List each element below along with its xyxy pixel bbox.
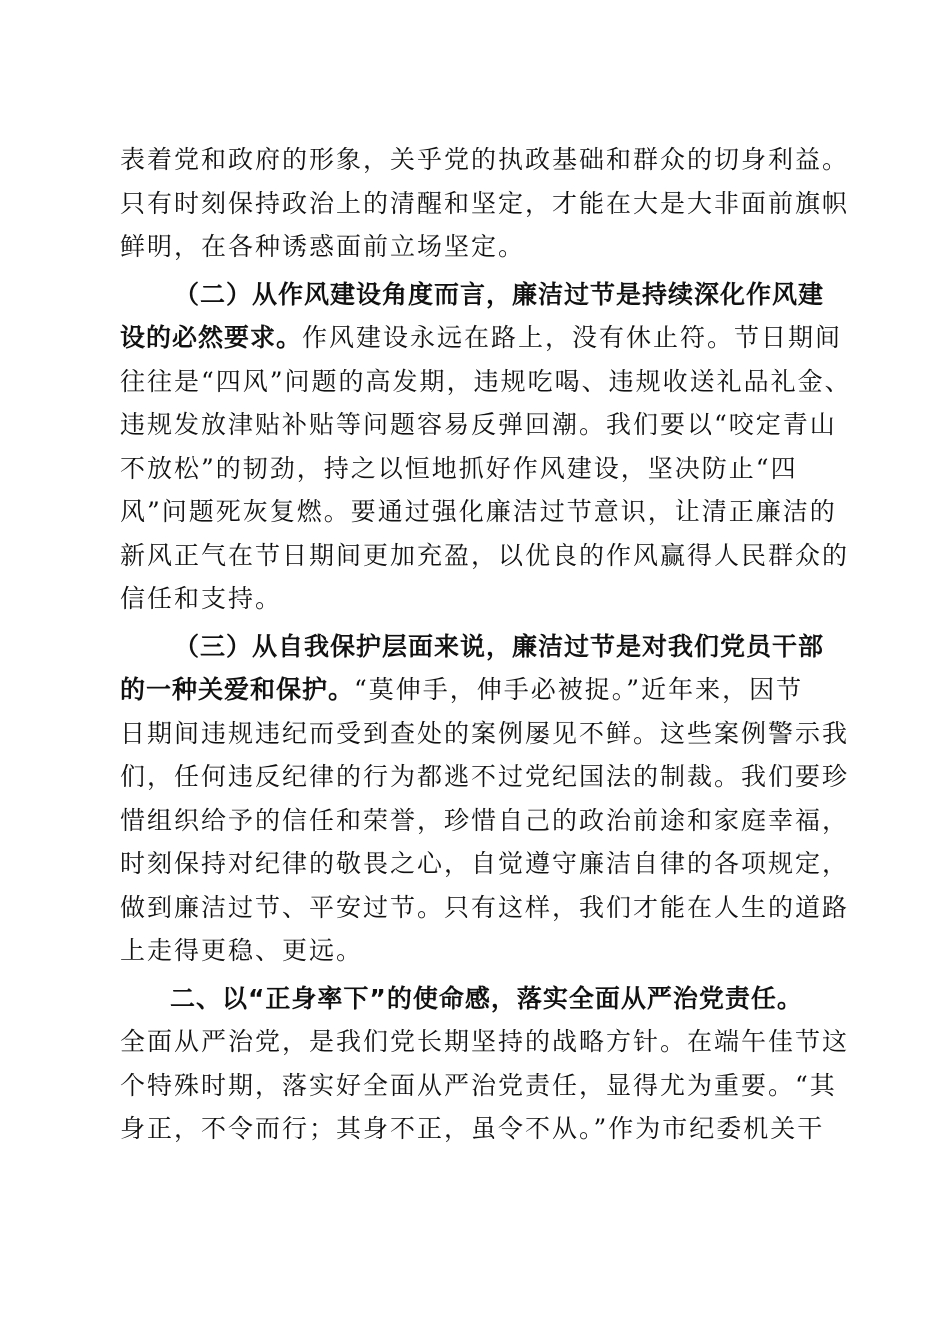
section-heading-2: （二）从作风建设角度而言，廉洁过节是持续深化作风建 <box>174 279 825 309</box>
text-line: 上走得更稳、更远。 <box>120 936 364 965</box>
text-line: 往往是“四风”问题的高发期，违规吃喝、违规收送礼品礼金、 <box>120 366 852 396</box>
section-heading-2-cont: 设的必然要求。 <box>120 323 303 352</box>
text-line: 信任和支持。 <box>120 584 283 613</box>
paragraph-3 <box>120 625 850 973</box>
text-line <box>120 668 840 712</box>
text-line: 表着党和政府的形象，关乎党的执政基础和群众的切身利益。 <box>120 145 850 174</box>
text-line: 鲜明，在各种诱惑面前立场坚定。 <box>120 232 526 261</box>
text-span: “莫伸手，伸手必被捉。”近年来，因节 <box>354 675 804 704</box>
section-heading-3-cont: 的一种关爱和保护。 <box>120 675 355 704</box>
text-line: 全面从严治党，是我们党长期坚持的战略方针。在端午佳节这 <box>120 1027 850 1056</box>
text-line: 只有时刻保持政治上的清醒和坚定，才能在大是大非面前旗帜 <box>120 188 850 218</box>
text-line: 违规发放津贴补贴等问题容易反弹回潮。我们要以“咬定青山 <box>120 410 837 439</box>
text-span: 作风建设永远在路上，没有休止符。节日期间 <box>302 323 843 352</box>
text-line: 时刻保持对纪律的敬畏之心，自觉遵守廉洁自律的各项规定， <box>120 849 850 878</box>
text-line <box>120 316 843 360</box>
section-heading-3: （三）从自我保护层面来说，廉洁过节是对我们党员干部 <box>174 631 825 661</box>
text-line: 惜组织给予的信任和荣誉，珍惜自己的政治前途和家庭幸福， <box>120 805 850 835</box>
paragraph-1 <box>120 138 850 269</box>
section-heading-main-2: 二、以“正身率下”的使命感，落实全面从严治党责任。 <box>170 983 803 1013</box>
paragraph-2 <box>120 273 852 621</box>
text-line: 不放松”的韧劲，持之以恒地抓好作风建设，坚决防止“四 <box>120 453 798 483</box>
text-line: 做到廉洁过节、平安过节。只有这样，我们才能在人生的道路 <box>120 892 850 922</box>
text-line: 身正，不令而行；其身不正，虽令不从。”作为市纪委机关干 <box>120 1114 825 1143</box>
paragraph-4 <box>120 977 850 1151</box>
text-line: 们，任何违反纪律的行为都逃不过党纪国法的制裁。我们要珍 <box>120 762 850 791</box>
text-line: 新风正气在节日期间更加充盈，以优良的作风赢得人民群众的 <box>120 540 850 570</box>
text-line: 风”问题死灰复燃。要通过强化廉洁过节意识，让清正廉洁的 <box>120 497 837 526</box>
document-page <box>120 138 852 1151</box>
text-line: 日期间违规违纪而受到查处的案例屡见不鲜。这些案例警示我 <box>120 718 850 748</box>
text-line: 个特殊时期，落实好全面从严治党责任，显得尤为重要。“其 <box>120 1070 837 1100</box>
